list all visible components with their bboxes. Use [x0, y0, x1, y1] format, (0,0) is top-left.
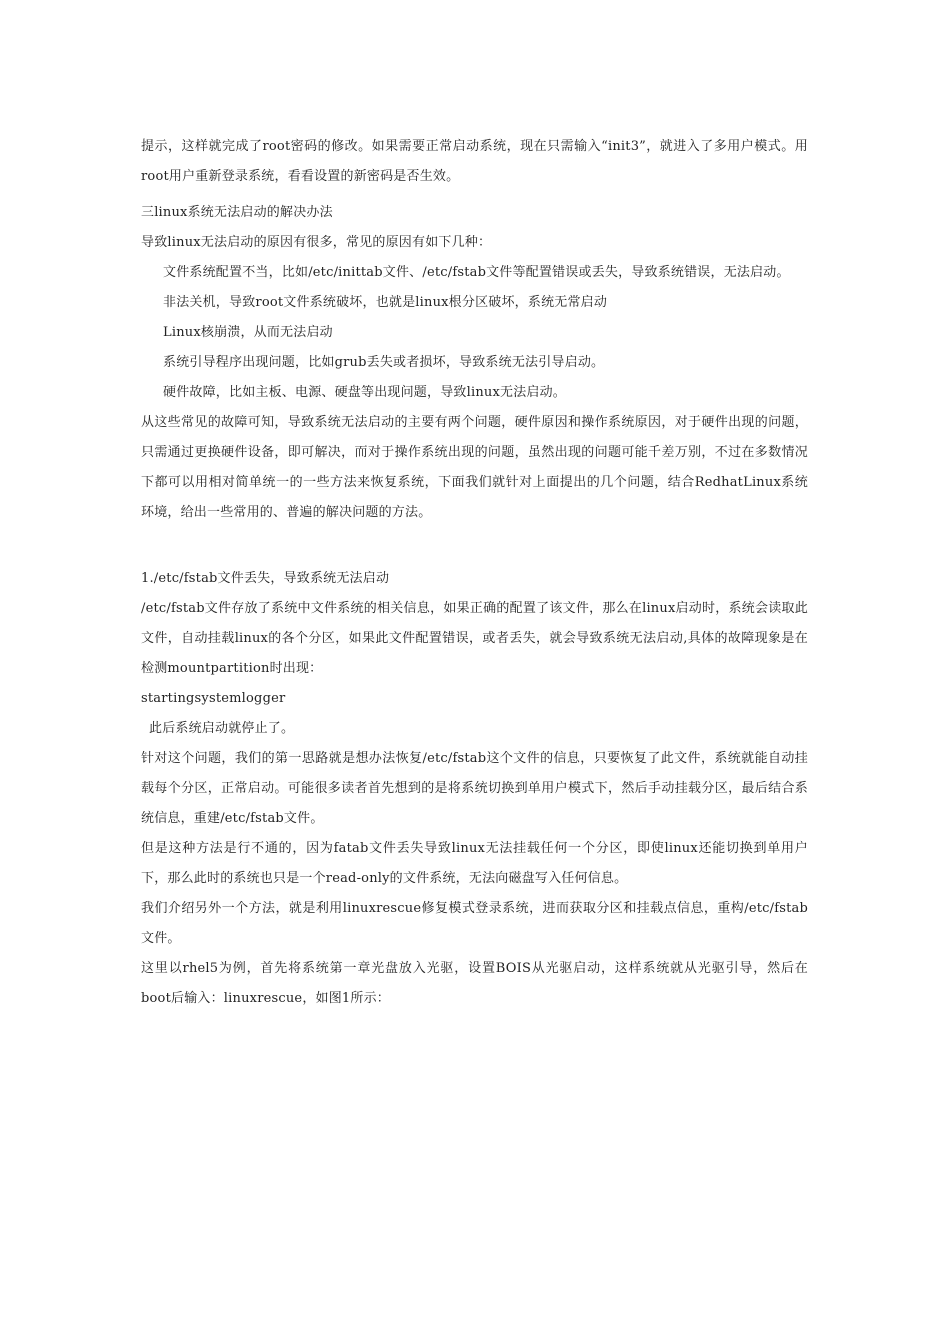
paragraph-boot-stops: 此后系统启动就停止了。	[149, 721, 295, 736]
cause-item-hardware: 硬件故障，比如主板、电源、硬盘等出现问题，导致linux无法启动。	[163, 385, 566, 400]
document-body	[141, 132, 808, 1014]
paragraph-method-fails: 但是这种方法是行不通的，因为fatab文件丢失导致linux无法挂载任何一个分区，即使linux还能切换到单用户下，那么此时的系统也只是一个read-only的文件系统，无法向磁盘写入任何信息。	[141, 841, 808, 886]
section-heading-boot-failure: 三linux系统无法启动的解决办法	[141, 205, 333, 220]
paragraph-summary: 从这些常见的故障可知，导致系统无法启动的主要有两个问题，硬件原因和操作系统原因，对于硬件出现的问题，只需通过更换硬件设备，即可解决，而对于操作系统出现的问题，虽然出现的问题可能千差万别，不过在多数情况下都可以用相对简单统一的一些方法来恢复系统，下面我们就针对上面提出的几个问题，结合RedhatLinux系统环境，给出一些常用的、普遍的解决问题的方法。	[141, 415, 808, 520]
console-output-line: startingsystemlogger	[141, 691, 286, 706]
paragraph-rescue-method: 我们介绍另外一个方法，就是利用linuxrescue修复模式登录系统，进而获取分区和挂载点信息，重构/etc/fstab文件。	[141, 901, 808, 946]
subsection-heading-fstab: 1./etc/fstab文件丢失，导致系统无法启动	[141, 571, 390, 586]
cause-item-filesystem-config: 文件系统配置不当，比如/etc/inittab文件、/etc/fstab文件等配置错误或丢失，导致系统错误，无法启动。	[163, 265, 790, 280]
paragraph-causes-intro: 导致linux无法启动的原因有很多，常见的原因有如下几种：	[141, 235, 492, 250]
cause-item-kernel-crash: Linux核崩溃，从而无法启动	[163, 325, 333, 340]
spacer	[141, 528, 808, 564]
paragraph-recovery-idea: 针对这个问题，我们的第一思路就是想办法恢复/etc/fstab这个文件的信息，只要恢复了此文件，系统就能自动挂载每个分区，正常启动。可能很多读者首先想到的是将系统切换到单用户模式下，然后手动挂载分区，最后结合系统信息，重建/etc/fstab文件。	[141, 751, 808, 826]
cause-item-bootloader: 系统引导程序出现问题，比如grub丢失或者损坏，导致系统无法引导启动。	[163, 355, 605, 370]
paragraph-rhel5-steps: 这里以rhel5为例，首先将系统第一章光盘放入光驱，设置BOIS从光驱启动，这样系统就从光驱引导，然后在boot后输入：linuxrescue，如图1所示：	[141, 961, 808, 1006]
paragraph-fstab-description: /etc/fstab文件存放了系统中文件系统的相关信息，如果正确的配置了该文件，那么在linux启动时，系统会读取此文件，自动挂载linux的各个分区，如果此文件配置错误，或者丢失，就会导致系统无法启动,具体的故障现象是在检测mountpartition时出现：	[141, 601, 808, 676]
cause-item-illegal-shutdown: 非法关机，导致root文件系统破坏，也就是linux根分区破坏，系统无常启动	[163, 295, 608, 310]
paragraph-root-password: 提示，这样就完成了root密码的修改。如果需要正常启动系统，现在只需输入“init3”，就进入了多用户模式。用root用户重新登录系统，看看设置的新密码是否生效。	[141, 139, 808, 184]
